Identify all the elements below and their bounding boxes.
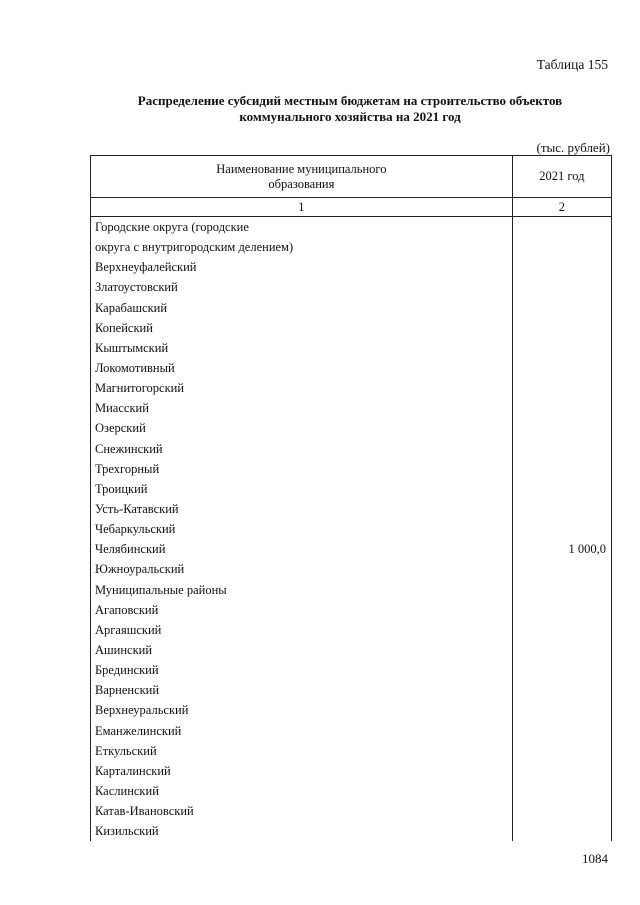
subsidy-value [512, 580, 611, 600]
title-line-2: коммунального хозяйства на 2021 год [239, 109, 461, 124]
table-row [91, 298, 612, 318]
municipality-name: Карабашский [91, 298, 513, 318]
column-number-2: 2 [512, 198, 611, 217]
subsidy-value [512, 418, 611, 438]
table-row [91, 398, 612, 418]
table-row [91, 459, 612, 479]
municipality-name: Копейский [91, 318, 513, 338]
municipality-name: Брединский [91, 660, 513, 680]
subsidy-value [512, 318, 611, 338]
table-row [91, 741, 612, 761]
subsidy-table [90, 155, 612, 841]
subsidy-value [512, 398, 611, 418]
table-row [91, 821, 612, 841]
table-row [91, 378, 612, 398]
municipality-name: Трехгорный [91, 459, 513, 479]
subsidy-value [512, 499, 611, 519]
municipality-name: Городские округа (городские [91, 217, 513, 238]
column-number-row [91, 198, 612, 217]
column-header-year: 2021 год [512, 156, 611, 198]
table-row [91, 499, 612, 519]
municipality-name: Чебаркульский [91, 519, 513, 539]
title-line-1: Распределение субсидий местным бюджетам на строительство объектов [137, 93, 563, 108]
table-row [91, 559, 612, 579]
municipality-name: Катав-Ивановский [91, 801, 513, 821]
subsidy-value [512, 741, 611, 761]
subsidy-value [512, 620, 611, 640]
subsidy-value [512, 801, 611, 821]
subsidy-value [512, 217, 611, 238]
table-row [91, 761, 612, 781]
table-row [91, 519, 612, 539]
table-header-row [91, 156, 612, 198]
table-row [91, 700, 612, 720]
municipality-name: Усть-Катавский [91, 499, 513, 519]
units-note: (тыс. рублей) [536, 140, 610, 155]
municipality-name: Южноуральский [91, 559, 513, 579]
subsidy-value [512, 338, 611, 358]
subsidy-value [512, 781, 611, 801]
table-row [91, 358, 612, 378]
table-row [91, 539, 612, 559]
municipality-name: Верхнеуфалейский [91, 257, 513, 277]
municipality-name: Магнитогорский [91, 378, 513, 398]
table-row [91, 479, 612, 499]
municipality-name: Локомотивный [91, 358, 513, 378]
subsidy-value [512, 439, 611, 459]
municipality-name: Карталинский [91, 761, 513, 781]
table-row [91, 580, 612, 600]
table-row [91, 217, 612, 238]
table-row [91, 418, 612, 438]
municipality-name: Троицкий [91, 479, 513, 499]
municipality-name: Еманжелинский [91, 721, 513, 741]
municipality-name: Челябинский [91, 539, 513, 559]
table-row [91, 660, 612, 680]
subsidy-value [512, 298, 611, 318]
subsidy-value [512, 721, 611, 741]
municipality-name: Верхнеуральский [91, 700, 513, 720]
subsidy-value [512, 479, 611, 499]
subsidy-value [512, 358, 611, 378]
municipality-name: Миасский [91, 398, 513, 418]
table-row [91, 338, 612, 358]
table-row [91, 600, 612, 620]
table-row [91, 640, 612, 660]
subsidy-value [512, 600, 611, 620]
table-body [91, 217, 612, 842]
municipality-name: Озерский [91, 418, 513, 438]
column-header-name-line-1: Наименование муниципального [216, 161, 387, 176]
column-number-1: 1 [91, 198, 513, 217]
municipality-name: Каслинский [91, 781, 513, 801]
municipality-name: Снежинский [91, 439, 513, 459]
table-row [91, 277, 612, 297]
table-row [91, 801, 612, 821]
subsidy-value [512, 237, 611, 257]
table-number: Таблица 155 [536, 57, 608, 72]
table-row [91, 781, 612, 801]
municipality-name: Златоустовский [91, 277, 513, 297]
municipality-name: Кыштымский [91, 338, 513, 358]
subsidy-value: 1 000,0 [512, 539, 611, 559]
municipality-name: Варненский [91, 680, 513, 700]
table-row [91, 318, 612, 338]
table-row [91, 257, 612, 277]
municipality-name: Аргаяшский [91, 620, 513, 640]
municipality-name: Муниципальные районы [91, 580, 513, 600]
table-row [91, 237, 612, 257]
municipality-name: Кизильский [91, 821, 513, 841]
table-row [91, 680, 612, 700]
subsidy-value [512, 257, 611, 277]
subsidy-value [512, 519, 611, 539]
subsidy-value [512, 660, 611, 680]
subsidy-value [512, 459, 611, 479]
column-header-name-line-2: образования [268, 176, 335, 191]
table-row [91, 721, 612, 741]
subsidy-value [512, 700, 611, 720]
subsidy-value [512, 277, 611, 297]
municipality-name: Агаповский [91, 600, 513, 620]
table-row [91, 620, 612, 640]
subsidy-value [512, 640, 611, 660]
subsidy-value [512, 821, 611, 841]
document-title [90, 93, 610, 125]
table-row [91, 439, 612, 459]
subsidy-value [512, 559, 611, 579]
municipality-name: Ашинский [91, 640, 513, 660]
municipality-name: Еткульский [91, 741, 513, 761]
subsidy-value [512, 680, 611, 700]
column-header-name [91, 156, 513, 198]
subsidy-value [512, 378, 611, 398]
municipality-name: округа с внутригородским делением) [91, 237, 513, 257]
subsidy-value [512, 761, 611, 781]
page-number: 1084 [582, 851, 608, 866]
